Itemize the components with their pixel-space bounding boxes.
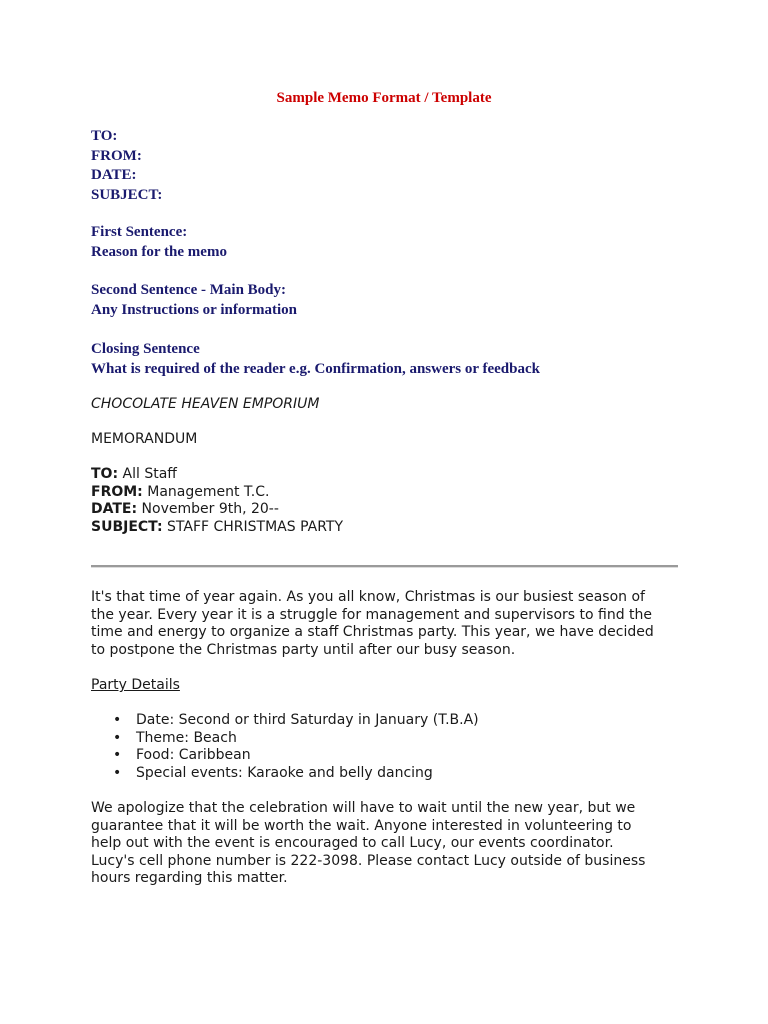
memo-field-from [91,484,343,502]
memo-intro-paragraph [91,589,691,659]
bullet-icon: • [113,729,122,746]
paragraph-line: It's that time of year again. As you all know, Christmas is our busiest season of [91,589,645,605]
list-item-text: Special events: Karaoke and belly dancing [136,764,433,781]
template-first-sentence [91,223,227,262]
list-item [91,712,479,730]
first-sentence-description: Reason for the memo [91,243,227,260]
closing-sentence-description: What is required of the reader e.g. Confirmation, answers or feedback [91,360,540,377]
template-field-from: FROM: [91,147,142,164]
template-header-fields [91,127,162,205]
paragraph-line: We apologize that the celebration will have to wait until the new year, but we [91,800,636,816]
paragraph-line: time and energy to organize a staff Christmas party. This year, we have decided [91,624,654,640]
page-title: Sample Memo Format / Template [276,90,492,106]
list-item [91,747,479,765]
paragraph-line: guarantee that it will be worth the wait. Anyone interested in volunteering to [91,817,632,834]
memo-field-to [91,466,343,484]
memo-field-subject [91,519,343,537]
paragraph-line: Lucy's cell phone number is 222-3098. Please contact Lucy outside of business [91,852,646,869]
party-details-list [91,712,479,782]
list-item [91,765,479,783]
list-item-text: Food: Caribbean [136,747,251,763]
first-sentence-heading: First Sentence: [91,224,188,240]
bullet-icon: • [113,747,122,763]
memo-field-label: TO: [91,466,119,482]
memo-field-value: STAFF CHRISTMAS PARTY [167,518,344,535]
second-sentence-heading: Second Sentence - Main Body: [91,282,286,298]
template-field-subject: SUBJECT: [91,186,163,203]
memo-field-label: DATE: [91,501,138,517]
memo-field-value: All Staff [122,466,177,482]
party-details-heading: Party Details [91,677,180,693]
memo-field-label: SUBJECT: [91,518,163,535]
memo-header-fields [91,466,343,536]
memo-field-value: Management T.C. [147,483,270,500]
second-sentence-description: Any Instructions or information [91,301,297,318]
memo-field-date [91,501,343,519]
paragraph-line: help out with the event is encouraged to call Lucy, our events coordinator. [91,835,614,851]
template-second-sentence [91,281,297,320]
list-item-text: Theme: Beach [136,729,237,746]
bullet-icon: • [113,712,122,728]
horizontal-divider [91,565,678,568]
memo-closing-paragraph [91,800,691,888]
template-field-to: TO: [91,128,118,144]
list-item [91,730,479,748]
paragraph-line: hours regarding this matter. [91,870,288,886]
list-item-text: Date: Second or third Saturday in January (T.B.A) [136,712,479,728]
company-name: CHOCOLATE HEAVEN EMPORIUM [91,396,320,412]
memo-field-value: November 9th, 20-- [141,501,279,517]
paragraph-line: to postpone the Christmas party until after our busy season. [91,641,516,658]
bullet-icon: • [113,764,122,781]
template-field-date: DATE: [91,167,137,183]
closing-sentence-heading: Closing Sentence [91,341,200,357]
memo-field-label: FROM: [91,483,143,500]
template-closing-sentence [91,340,540,379]
memorandum-label: MEMORANDUM [91,431,198,447]
paragraph-line: the year. Every year it is a struggle for management and supervisors to find the [91,606,653,623]
